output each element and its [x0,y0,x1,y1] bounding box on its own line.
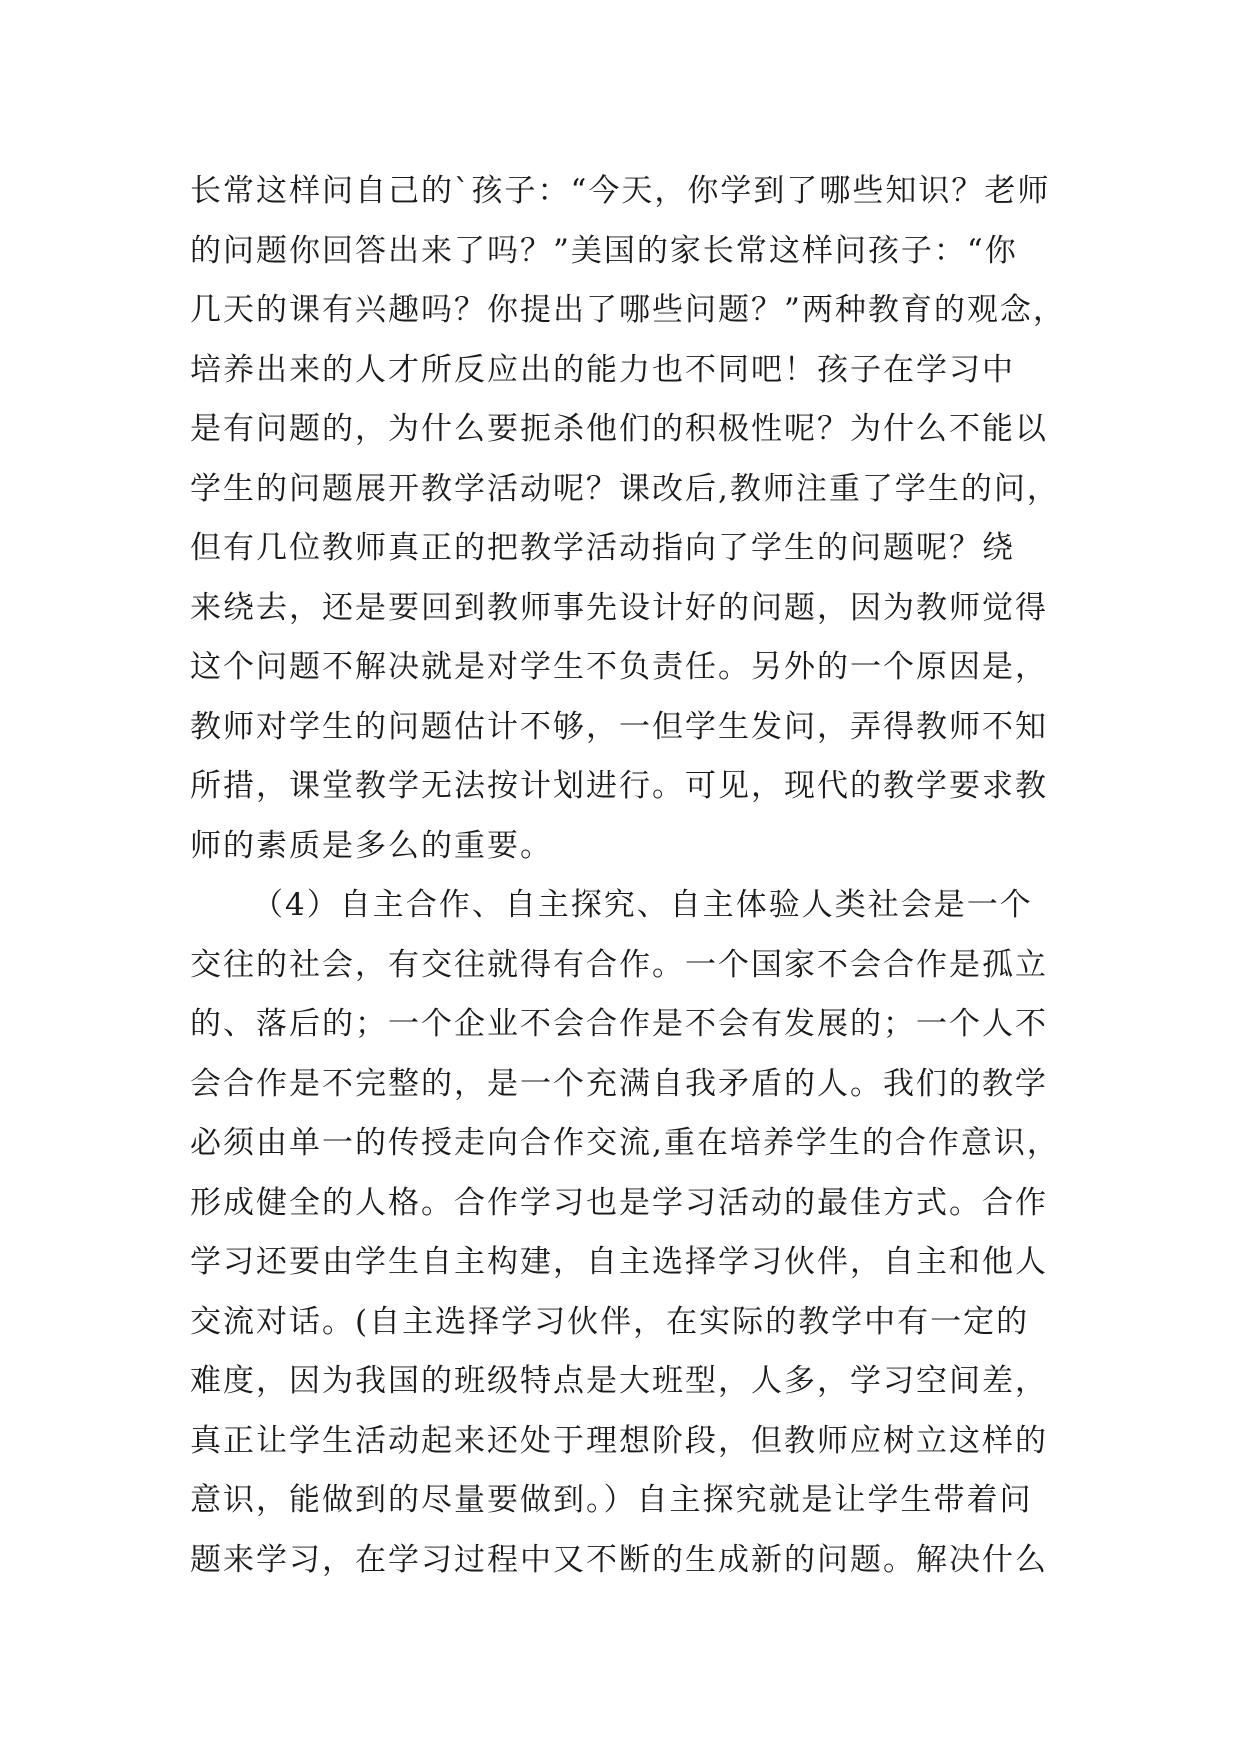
text-line: 交流对话。(自主选择学习伙伴，在实际的教学中有一定的 [190,1303,1030,1340]
text-line: 是有问题的，为什么要扼杀他们的积极性呢？为什么不能以 [190,411,1048,447]
text-line: 交往的社会，有交往就得有合作。一个国家不会合作是孤立 [190,946,1048,983]
text-line: 的问题你回答出来了吗？”美国的家长常这样问孩子：“你 [190,232,1018,269]
text-line: 必须由单一的传授走向合作交流,重在培养学生的合作意识， [190,1125,1060,1161]
text-line: 形成健全的人格。合作学习也是学习活动的最佳方式。合作 [190,1184,1048,1221]
text-line: 所措，课堂教学无法按计划进行。可见，现代的教学要求教 [190,768,1048,804]
text-line: 学生的问题展开教学活动呢？课改后,教师注重了学生的问， [190,470,1060,507]
text-line: 会合作是不完整的，是一个充满自我矛盾的人。我们的教学 [190,1065,1048,1102]
text-line: 题来学习，在学习过程中又不断的生成新的问题。解决什么 [190,1541,1048,1578]
text-line: 意识，能做到的尽量要做到。）自主探究就是让学生带着问 [190,1482,1033,1518]
text-line: 长常这样问自己的`孩子：“今天，你学到了哪些知识？老师 [190,173,1051,209]
text-line: 但有几位教师真正的把教学活动指向了学生的问题呢？绕 [190,530,1015,566]
text-line: 这个问题不解决就是对学生不负责任。另外的一个原因是， [190,649,1048,685]
text-line: 教师对学生的问题估计不够，一但学生发问，弄得教师不知 [190,708,1048,745]
text-line: 几天的课有兴趣吗？你提出了哪些问题？”两种教育的观念， [190,292,1066,328]
text-line: 的、落后的；一个企业不会合作是不会有发展的；一个人不 [190,1006,1048,1042]
text-line: 学习还要由学生自主构建，自主选择学习伙伴，自主和他人 [190,1244,1048,1280]
section-heading-line: （4）自主合作、自主探究、自主体验人类社会是一个 [252,887,1033,923]
text-line: 真正让学生活动起来还处于理想阶段，但教师应树立这样的 [190,1422,1048,1459]
text-line: 培养出来的人才所反应出的能力也不同吧！孩子在学习中 [190,351,1015,388]
text-line: 来绕去，还是要回到教师事先设计好的问题，因为教师觉得 [190,589,1048,626]
text-line: 难度，因为我国的班级特点是大班型，人多，学习空间差， [190,1363,1048,1399]
text-line: 师的素质是多么的重要。 [190,827,553,864]
body-text [190,162,1070,1590]
